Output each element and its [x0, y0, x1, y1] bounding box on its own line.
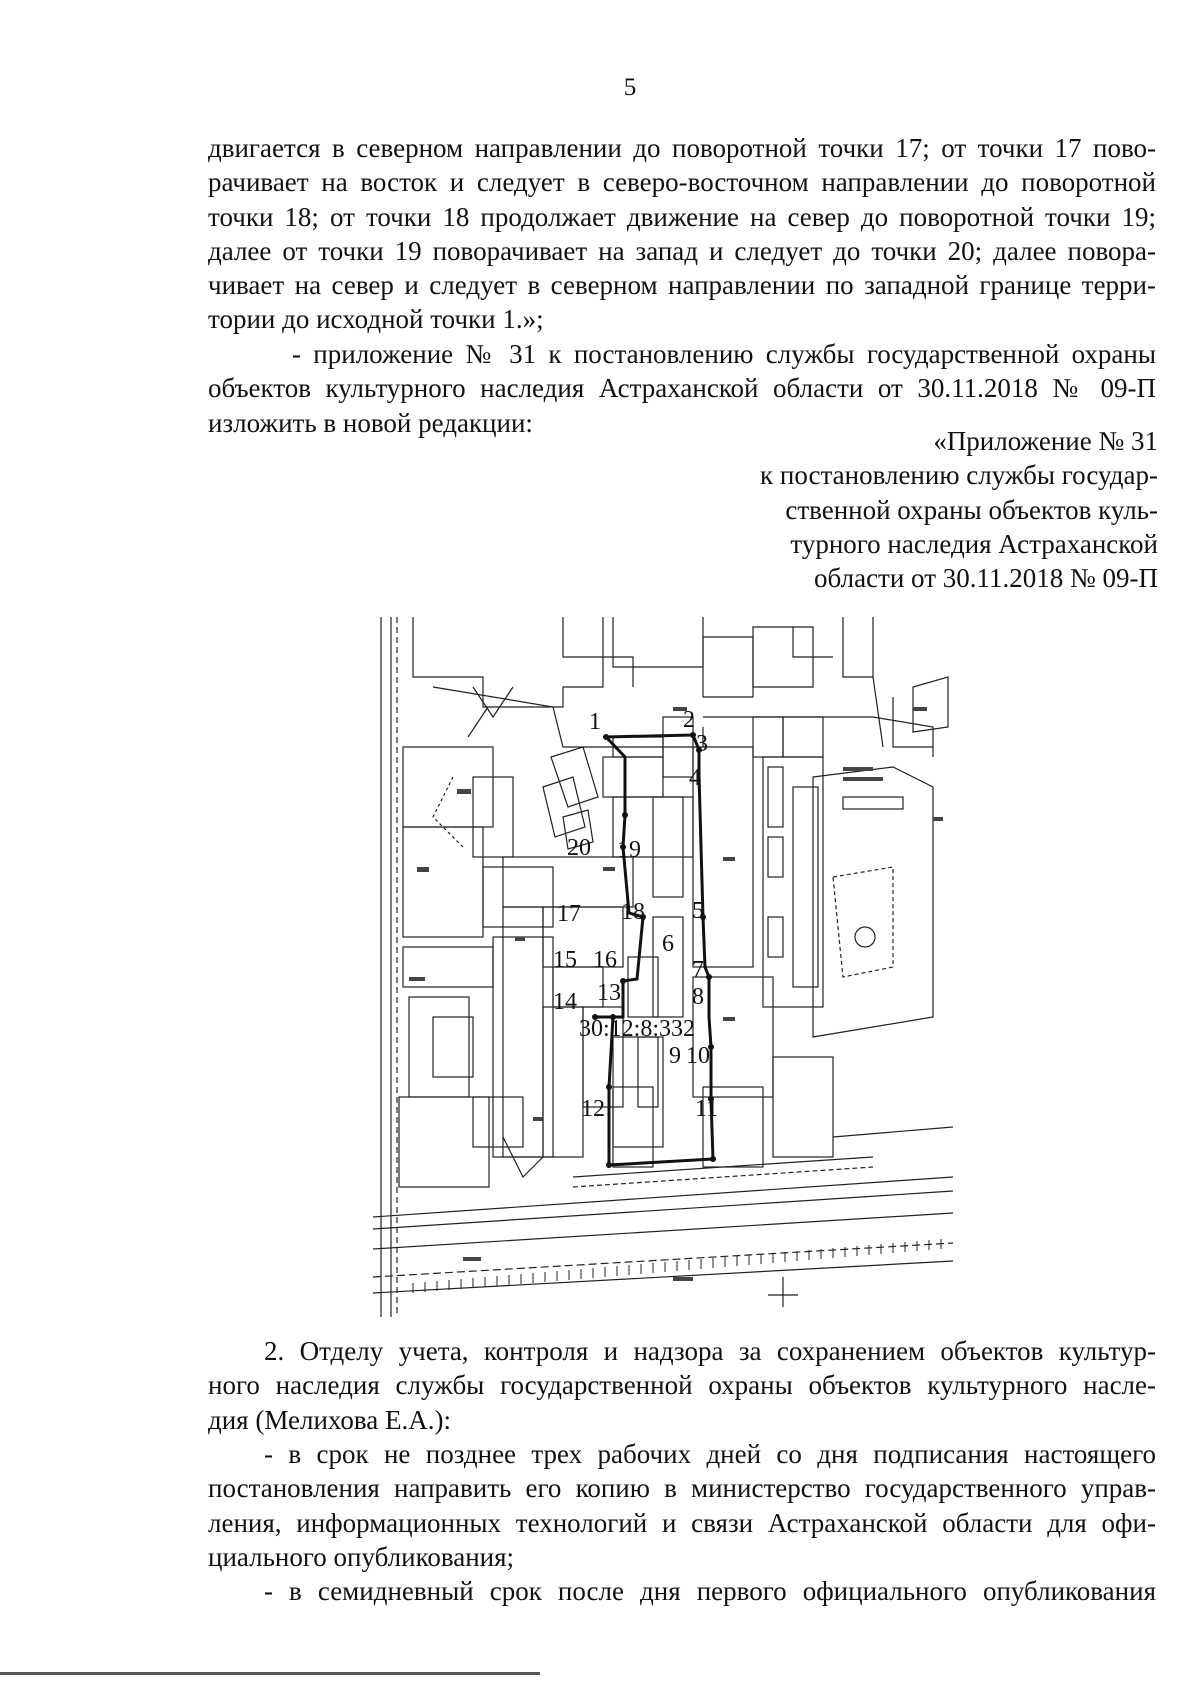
text-line: тории до исходной точки 1.»;	[208, 304, 544, 335]
text-line: дия (Мелихова Е.А.):	[208, 1404, 451, 1435]
appendix-line: области от 30.11.2018 № 09-П	[814, 563, 1158, 594]
appendix-line: ственной охраны объектов куль-	[785, 494, 1158, 525]
point-label-12: 12	[581, 1096, 605, 1122]
text-line: изложить в новой редакции:	[208, 407, 533, 438]
text-line: двигается в северном направлении до поворотной точки 17; от точки 17 пово-	[208, 133, 1156, 163]
map-annotations	[409, 707, 943, 1281]
deadline-paragraph	[208, 1574, 1156, 1608]
point-label-20: 20	[567, 835, 591, 861]
point-label-13: 13	[597, 980, 621, 1006]
appendix-line: турного наследия Астраханской	[790, 528, 1158, 559]
text-line: точки 18; от точки 18 продолжает движение на север до поворотной точки 19;	[208, 201, 1156, 232]
appendix-header	[640, 424, 1158, 595]
point-label-15: 15	[553, 947, 577, 973]
point-label-6: 6	[662, 931, 674, 957]
map-base	[373, 617, 953, 1317]
point-labels	[553, 707, 718, 1122]
point-label-11: 11	[695, 1096, 719, 1122]
text-line: - в срок не позднее трех рабочих дней со дня подписания настоящего	[264, 1439, 1156, 1469]
point-label-8: 8	[692, 984, 704, 1010]
text-line: постановления направить его копию в министерство государственного управ-	[208, 1473, 1156, 1504]
text-line: объектов культурного наследия Астраханской области от 30.11.2018 № 09-П	[208, 373, 1156, 404]
point-label-2: 2	[683, 707, 695, 733]
map-point	[706, 974, 712, 980]
text-line: 2. Отделу учета, контроля и надзора за сохранением объектов культур-	[264, 1336, 1156, 1366]
text-line: циального опубликования;	[208, 1541, 515, 1572]
instruction-paragraph	[208, 1334, 1156, 1437]
map-point	[622, 812, 628, 818]
boundary-description-paragraph	[208, 131, 1156, 337]
point-label-4: 4	[689, 765, 701, 791]
point-label-5: 5	[692, 898, 704, 924]
appendix-line: «Приложение № 31	[933, 426, 1158, 456]
text-line: далее от точки 19 поворачивает на запад и следует до точки 20; далее повора-	[208, 235, 1156, 266]
point-label-14: 14	[553, 989, 577, 1015]
text-line: ного наследия службы государственной охраны объектов культурного насле-	[208, 1370, 1156, 1401]
point-label-19: 19	[617, 837, 641, 863]
point-label-3: 3	[696, 731, 708, 757]
text-line: чивает на север и следует в северном направлении по западной границе терри-	[208, 270, 1156, 301]
map-point	[606, 1162, 612, 1168]
point-label-9: 9	[669, 1043, 681, 1069]
map-point	[710, 1156, 716, 1162]
point-label-16: 16	[593, 947, 617, 973]
text-line: рачивает на восток и следует в северо-восточном направлении до поворотной	[208, 167, 1156, 198]
text-line: - приложение № 31 к постановлению службы государственной охраны	[292, 339, 1156, 369]
page-number: 5	[623, 74, 637, 101]
cadastral-number: 30:12:8:332	[579, 1016, 696, 1042]
text-line: ления, информационных технологий и связи Астраханской области для офи-	[208, 1507, 1156, 1538]
point-label-7: 7	[692, 957, 704, 983]
boundary-map	[373, 617, 953, 1317]
text-line: - в семидневный срок после дня первого официального опубликования	[264, 1576, 1156, 1606]
publication-paragraph	[208, 1437, 1156, 1574]
appendix-line: к постановлению службы государ-	[760, 460, 1158, 491]
map-point	[606, 1084, 612, 1090]
scan-edge-line	[0, 1672, 540, 1675]
point-label-10: 10	[686, 1043, 710, 1069]
point-label-18: 18	[621, 899, 645, 925]
point-label-17: 17	[557, 901, 581, 927]
point-label-1: 1	[589, 709, 601, 735]
map-point	[603, 734, 609, 740]
